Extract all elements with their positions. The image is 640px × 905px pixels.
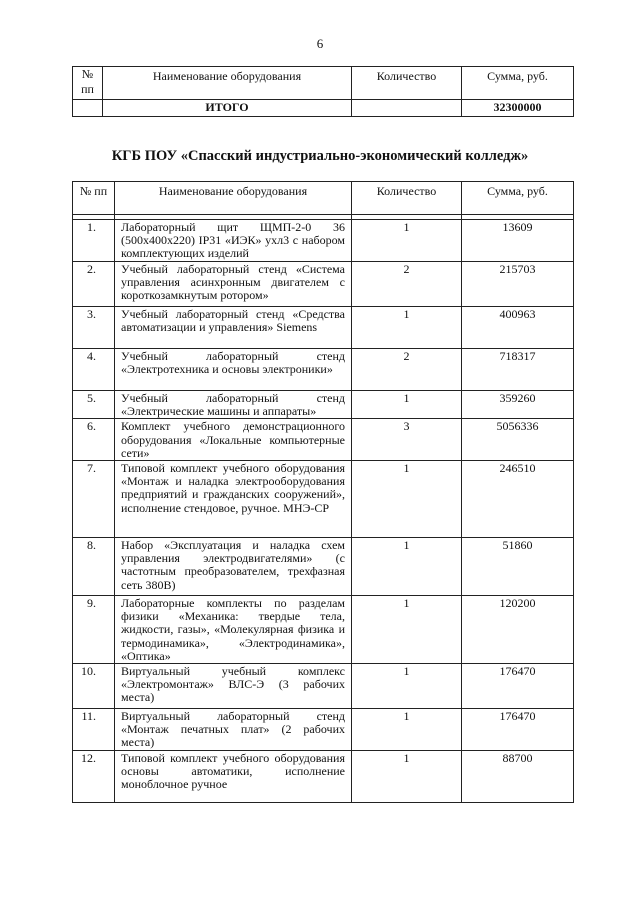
- top-header-qty: Количество: [352, 67, 462, 100]
- row-sum: 400963: [462, 307, 574, 349]
- row-name: Типовой комплект учебного оборудования основы автоматики, исполнение моноблочное ручное: [115, 750, 352, 802]
- row-number: 7.: [73, 461, 115, 538]
- row-number: 10.: [73, 664, 115, 709]
- row-sum: 5056336: [462, 419, 574, 461]
- row-quantity: 1: [352, 307, 462, 349]
- row-sum: 51860: [462, 538, 574, 596]
- row-sum: 13609: [462, 220, 574, 262]
- table-row: [73, 664, 574, 709]
- row-quantity: 1: [352, 596, 462, 664]
- row-quantity: 3: [352, 419, 462, 461]
- top-table-total-row: [73, 100, 574, 117]
- row-number: 9.: [73, 596, 115, 664]
- top-header-num-line2: пп: [81, 82, 94, 96]
- row-name: Учебный лабораторный стенд «Электрические машины и аппараты»: [115, 391, 352, 419]
- row-name: Комплект учебного демонстрационного оборудования «Локальные компьютерные сети»: [115, 419, 352, 461]
- row-sum: 120200: [462, 596, 574, 664]
- table-row: [73, 461, 574, 538]
- row-quantity: 1: [352, 220, 462, 262]
- table-row: [73, 307, 574, 349]
- row-name: Лабораторные комплекты по разделам физики «Механика: твердые тела, жидкости, газы», «Молекулярная физика и термодинамика», «Электродинамика», «Оптика»: [115, 596, 352, 664]
- row-name: Учебный лабораторный стенд «Электротехника и основы электроники»: [115, 349, 352, 391]
- header-sum: Сумма, руб.: [462, 182, 574, 215]
- equipment-table-header-row: [73, 182, 574, 215]
- row-number: 2.: [73, 262, 115, 307]
- header-name: Наименование оборудования: [115, 182, 352, 215]
- top-total-empty-num: [73, 100, 103, 117]
- row-quantity: 1: [352, 750, 462, 802]
- row-sum: 359260: [462, 391, 574, 419]
- row-sum: 176470: [462, 664, 574, 709]
- row-name: Типовой комплект учебного оборудования «Монтаж и наладка электрооборудования предприятий и гражданских сооружений», исполнение стендовое, ручное. МНЭ-СР: [115, 461, 352, 538]
- row-name: Учебный лабораторный стенд «Средства автоматизации и управления» Siemens: [115, 307, 352, 349]
- row-quantity: 1: [352, 538, 462, 596]
- table-row: [73, 750, 574, 802]
- top-total-label: ИТОГО: [103, 100, 352, 117]
- table-row: [73, 419, 574, 461]
- top-table-header-row: [73, 67, 574, 100]
- table-row: [73, 220, 574, 262]
- row-name: Учебный лабораторный стенд «Система управления асинхронным двигателем с короткозамкнутым ротором»: [115, 262, 352, 307]
- row-number: 3.: [73, 307, 115, 349]
- row-sum: 176470: [462, 709, 574, 751]
- row-quantity: 1: [352, 391, 462, 419]
- row-number: 4.: [73, 349, 115, 391]
- row-sum: 246510: [462, 461, 574, 538]
- page-number: 6: [316, 36, 324, 51]
- row-number: 8.: [73, 538, 115, 596]
- header-qty: Количество: [352, 182, 462, 215]
- top-summary-table: [72, 66, 574, 117]
- row-name: Лабораторный щит ЩМП-2-0 36 (500х400х220) IP31 «ИЭК» ухл3 с набором комплектующих изделий: [115, 220, 352, 262]
- row-quantity: 2: [352, 349, 462, 391]
- row-number: 6.: [73, 419, 115, 461]
- row-name: Виртуальный лабораторный стенд «Монтаж печатных плат» (2 рабочих места): [115, 709, 352, 751]
- row-quantity: 1: [352, 461, 462, 538]
- top-header-num-line1: №: [81, 67, 94, 81]
- table-row: [73, 262, 574, 307]
- top-total-value: 32300000: [462, 100, 574, 117]
- row-name: Набор «Эксплуатация и наладка схем управления электродвигателями» (с частотным преобразователем, трехфазная сеть 380В): [115, 538, 352, 596]
- top-header-name: Наименование оборудования: [103, 67, 352, 100]
- top-header-num: [73, 67, 103, 100]
- row-number: 5.: [73, 391, 115, 419]
- row-number: 11.: [73, 709, 115, 751]
- row-sum: 718317: [462, 349, 574, 391]
- row-name: Виртуальный учебный комплекс «Электромонтаж» ВЛС-Э (3 рабочих места): [115, 664, 352, 709]
- row-sum: 88700: [462, 750, 574, 802]
- row-sum: 215703: [462, 262, 574, 307]
- table-row: [73, 538, 574, 596]
- college-title: КГБ ПОУ «Спасский индустриально-экономический колледж»: [111, 148, 529, 164]
- top-header-sum: Сумма, руб.: [462, 67, 574, 100]
- equipment-table: [72, 181, 574, 803]
- table-row: [73, 709, 574, 751]
- row-number: 12.: [73, 750, 115, 802]
- table-row: [73, 349, 574, 391]
- table-row: [73, 391, 574, 419]
- row-number: 1.: [73, 220, 115, 262]
- equipment-rows: [73, 220, 574, 803]
- top-total-empty-qty: [352, 100, 462, 117]
- row-quantity: 1: [352, 709, 462, 751]
- row-quantity: 1: [352, 664, 462, 709]
- table-row: [73, 596, 574, 664]
- row-quantity: 2: [352, 262, 462, 307]
- header-num: № пп: [73, 182, 115, 215]
